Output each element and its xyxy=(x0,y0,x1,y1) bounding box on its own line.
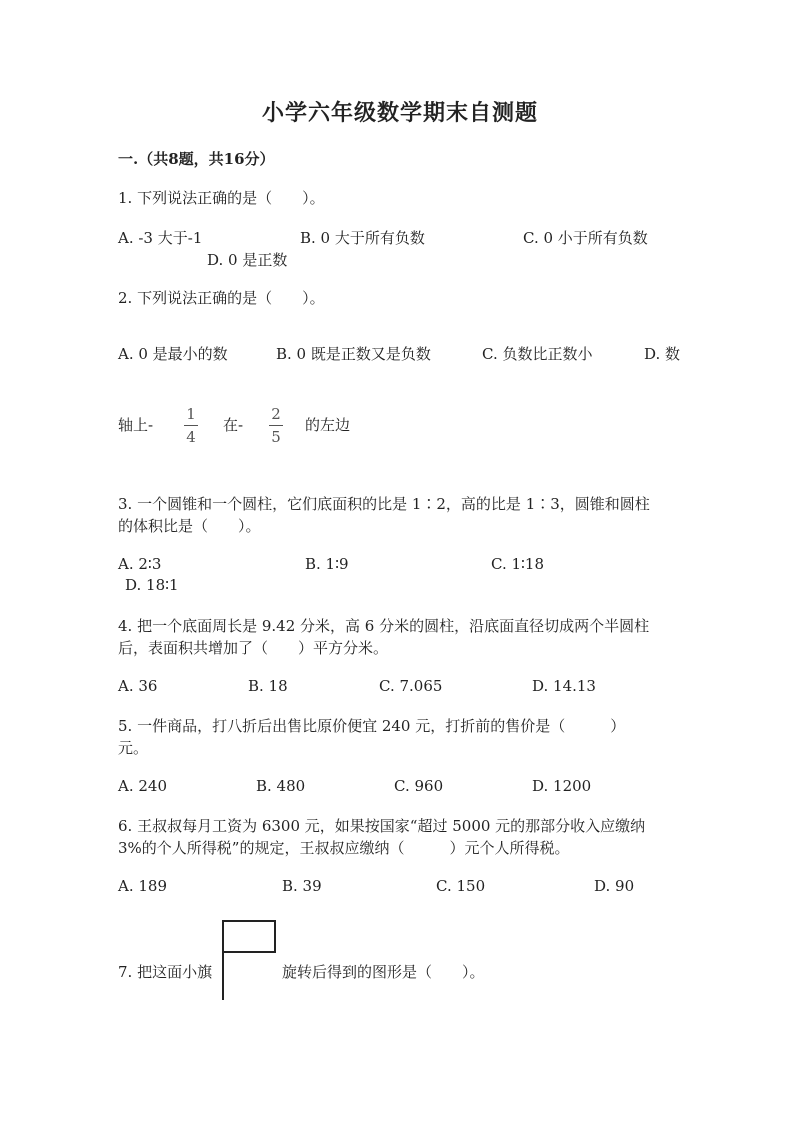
question-6-stem-line2: 3%的个人所得税”的规定，王叔叔应缴纳（ ）元个人所得税。 xyxy=(118,839,570,857)
fraction-one-quarter xyxy=(184,406,198,445)
question-6-stem-line1: 6. 王叔叔每月工资为 6300 元，如果按国家“超过 5000 元的那部分收入应缴纳 xyxy=(118,817,646,835)
question-2-option-d: D. 数 xyxy=(644,345,681,363)
question-4-stem-line1: 4. 把一个底面周长是 9.42 分米，高 6 分米的圆柱，沿底面直径切成两个半圆柱 xyxy=(118,617,650,635)
question-4-stem-line2: 后，表面积共增加了（ ）平方分米。 xyxy=(118,639,389,657)
question-2-stem: 2. 下列说法正确的是（ ）。 xyxy=(118,289,325,307)
flag-banner xyxy=(222,920,276,953)
question-6-option-b: B. 39 xyxy=(282,877,322,895)
question-7-stem-suffix: 旋转后得到的图形是（ ）。 xyxy=(282,963,485,981)
question-5-option-a: A. 240 xyxy=(118,777,167,795)
question-4-option-c: C. 7.065 xyxy=(379,677,443,695)
question-5-stem-line1: 5. 一件商品，打八折后出售比原价便宜 240 元，打折前的售价是（ ） xyxy=(118,717,626,735)
question-6-option-a: A. 189 xyxy=(118,877,167,895)
fraction-bar xyxy=(184,425,198,426)
question-3-stem-line1: 3. 一个圆锥和一个圆柱，它们底面积的比是 1∶2，高的比是 1∶3，圆锥和圆柱 xyxy=(118,495,650,513)
question-3-option-c: C. 1∶18 xyxy=(491,555,545,573)
question-6-option-d: D. 90 xyxy=(594,877,635,895)
fraction-denominator: 5 xyxy=(271,428,281,446)
fraction-numerator: 2 xyxy=(271,405,281,423)
question-3-stem-line2: 的体积比是（ ）。 xyxy=(118,517,261,535)
question-3-option-d: D. 18∶1 xyxy=(125,576,179,594)
fraction-denominator: 4 xyxy=(186,428,196,446)
question-2-line2-mid: 在- xyxy=(223,416,244,434)
question-5-stem-line2: 元。 xyxy=(118,739,149,757)
fraction-numerator: 1 xyxy=(186,405,196,423)
question-2-line2-prefix: 轴上- xyxy=(118,416,154,434)
question-1-stem: 1. 下列说法正确的是（ ）。 xyxy=(118,189,325,207)
question-2-option-c: C. 负数比正数小 xyxy=(482,345,593,363)
question-5-option-d: D. 1200 xyxy=(532,777,592,795)
question-2-option-b: B. 0 既是正数又是负数 xyxy=(276,345,431,363)
question-7-stem-prefix: 7. 把这面小旗 xyxy=(118,963,213,981)
question-4-option-b: B. 18 xyxy=(248,677,288,695)
question-2-line2-suffix: 的左边 xyxy=(305,416,351,434)
question-1-option-d: D. 0 是正数 xyxy=(207,251,288,269)
question-2-option-a: A. 0 是最小的数 xyxy=(118,345,228,363)
question-4-option-d: D. 14.13 xyxy=(532,677,596,695)
question-5-option-b: B. 480 xyxy=(256,777,306,795)
page-title: 小学六年级数学期末自测题 xyxy=(261,100,538,126)
fraction-bar xyxy=(269,425,283,426)
question-3-option-a: A. 2∶3 xyxy=(118,555,162,573)
question-1-option-a: A. -3 大于-1 xyxy=(118,229,203,247)
question-4-option-a: A. 36 xyxy=(118,677,158,695)
section-heading: 一.（共8题，共16分） xyxy=(118,150,275,168)
question-1-option-c: C. 0 小于所有负数 xyxy=(523,229,648,247)
flag-pole xyxy=(222,920,224,1000)
question-1-option-b: B. 0 大于所有负数 xyxy=(300,229,425,247)
question-3-option-b: B. 1∶9 xyxy=(305,555,349,573)
fraction-two-fifths xyxy=(269,406,283,445)
question-6-option-c: C. 150 xyxy=(436,877,486,895)
question-5-option-c: C. 960 xyxy=(394,777,444,795)
